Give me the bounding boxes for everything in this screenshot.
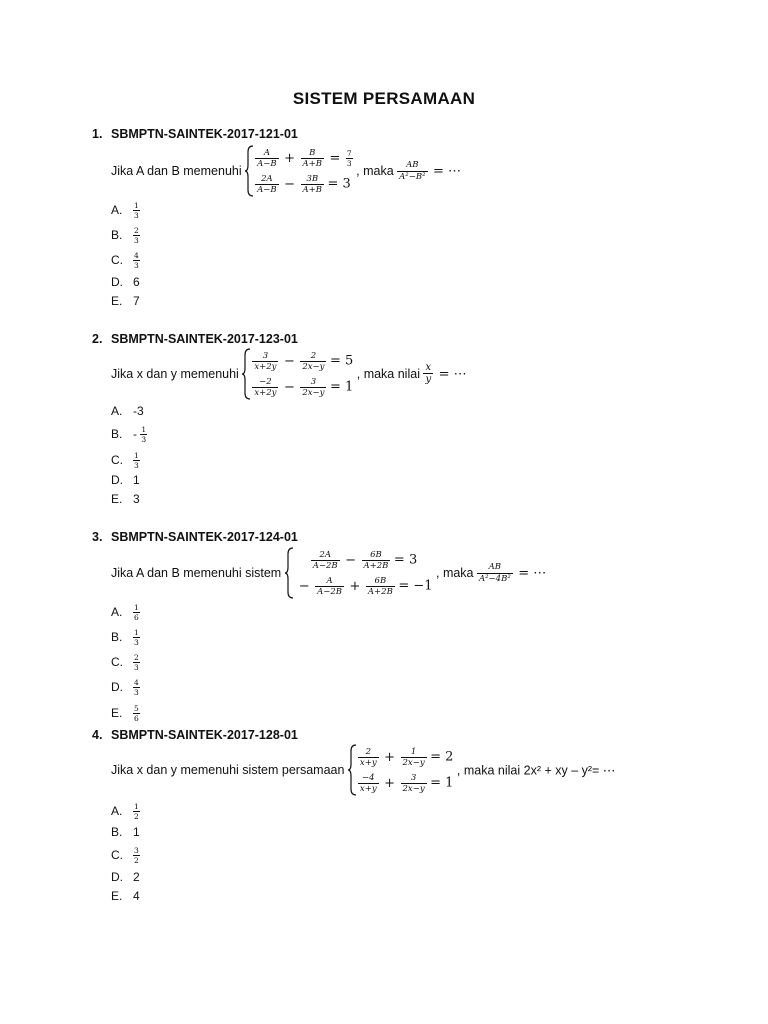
equation-1: $\frac{2}{x+y}$ + $\frac{1}{2x-y}$ = 2	[359, 746, 454, 769]
equation-1: $\frac{3}{x+2y}$ − $\frac{2}{2x-y}$ = 5	[254, 350, 354, 373]
question-tail: , maka nilai 2x² + xy – y²= ⋯	[456, 763, 616, 778]
question-number: 4.	[92, 728, 103, 742]
question-code: SBMPTN-SAINTEK-2017-121-01	[111, 127, 298, 141]
fraction: $\frac{-4}{x+y}$	[359, 772, 377, 795]
option-b[interactable]: B. 1	[111, 825, 140, 839]
question-tail: , maka	[436, 566, 474, 580]
fraction: $\frac{7}{3}$	[346, 148, 352, 169]
option-a[interactable]: A. $\frac{1}{2}$	[111, 801, 139, 822]
fraction: $\frac{3B}{A+B}$	[302, 173, 323, 196]
question-intro: Jika x dan y memenuhi sistem persamaan	[111, 763, 345, 777]
fraction: $\frac{x}{y}$	[425, 362, 432, 385]
option-e[interactable]: E. 3	[111, 492, 140, 506]
question-code: SBMPTN-SAINTEK-2017-123-01	[111, 332, 298, 346]
option-d[interactable]: D. 2	[111, 870, 140, 884]
option-c[interactable]: C. $\frac{3}{2}$	[111, 845, 139, 866]
fraction: $\frac{3}{2x-y}$	[302, 376, 325, 399]
question-number: 1.	[92, 127, 103, 141]
option-d[interactable]: D. 1	[111, 473, 140, 487]
fraction: $\frac{A}{A-2B}$	[317, 575, 343, 598]
option-e[interactable]: E. 7	[111, 294, 140, 308]
equation-system	[285, 547, 433, 599]
fraction: $\frac{-2}{x+2y}$	[254, 376, 277, 399]
equation-2: $\frac{-4}{x+y}$ + $\frac{3}{2x-y}$ = 1	[359, 772, 454, 795]
option-e[interactable]: E. 4	[111, 889, 140, 903]
option-b[interactable]: B. $\frac{1}{3}$	[111, 627, 139, 648]
fraction: $\frac{A}{A-B}$	[257, 147, 277, 170]
question-code: SBMPTN-SAINTEK-2017-128-01	[111, 728, 298, 742]
question-number: 2.	[92, 332, 103, 346]
equation-2: $\frac{2A}{A-B}$ − $\frac{3B}{A+B}$ = 3	[257, 173, 351, 196]
fraction: $\frac{1}{2x-y}$	[402, 746, 425, 769]
equation-2: $\frac{-2}{x+2y}$ − $\frac{3}{2x-y}$ = 1	[254, 376, 354, 399]
equation-system	[245, 145, 353, 197]
fraction: $\frac{B}{A+B}$	[302, 147, 323, 170]
fraction: $\frac{AB}{\text{A²−4B²}}$	[479, 562, 511, 584]
equation-1: $\frac{2A}{A-2B}$ − $\frac{6B}{A+2B}$ = 3	[312, 549, 418, 572]
option-c[interactable]: C. $\frac{2}{3}$	[111, 652, 139, 673]
fraction: $\frac{2}{2x-y}$	[302, 350, 325, 373]
question-tail: , maka	[356, 164, 394, 178]
fraction: $\frac{6B}{A+2B}$	[363, 549, 389, 572]
fraction: $\frac{AB}{\text{A²−B²}}$	[399, 160, 426, 182]
equation-system	[242, 348, 353, 400]
option-b[interactable]: B. $\frac{2}{3}$	[111, 225, 139, 246]
equation-system	[348, 744, 454, 796]
fraction: $\frac{3}{2x-y}$	[402, 772, 425, 795]
question-statement	[111, 744, 615, 796]
option-a[interactable]: A. -3	[111, 404, 144, 418]
fraction: $\frac{2}{x+y}$	[359, 746, 377, 769]
question-statement: Jika A dan B memenuhi $\frac{A}{A-B}$ + $\frac{B}{A+B}$ = $\frac{7}{3}$ $\frac{2A}{A-B}$ − $\frac{3B}{A+B}$ = 3 , maka $\frac{AB}{\text{A²−B²}}$ = ⋯	[111, 145, 463, 197]
option-c[interactable]: C. $\frac{4}{3}$	[111, 250, 139, 271]
question-intro: Jika A dan B memenuhi sistem	[111, 566, 282, 580]
question-code: SBMPTN-SAINTEK-2017-124-01	[111, 530, 298, 544]
option-d[interactable]: D. $\frac{4}{3}$	[111, 677, 139, 698]
question-statement: Jika A dan B memenuhi sistem $\frac{2A}{A-2B}$ − $\frac{6B}{A+2B}$ = 3 − $\frac{A}{A-2B}$ + $\frac{6B}{A+2B}$ = −1 , maka $\frac{AB}{\text{A²−4B²}}$ = ⋯	[111, 547, 548, 599]
question-statement: Jika x dan y memenuhi $\frac{3}{x+2y}$ − $\frac{2}{2x-y}$ = 5 $\frac{-2}{x+2y}$ − $\frac{3}{2x-y}$ = 1 , maka nilai $\frac{x}{y}$ = ⋯	[111, 348, 469, 400]
option-a[interactable]: A. $\frac{1}{3}$	[111, 200, 139, 221]
left-brace-icon	[245, 145, 254, 197]
option-c[interactable]: C. $\frac{1}{3}$	[111, 450, 139, 471]
left-brace-icon	[242, 348, 251, 400]
left-brace-icon	[348, 744, 357, 796]
page-title: SISTEM PERSAMAAN	[292, 89, 476, 108]
question-intro: Jika A dan B memenuhi	[111, 164, 242, 178]
equation-1: $\frac{A}{A-B}$ + $\frac{B}{A+B}$ = $\frac{7}{3}$	[257, 147, 352, 170]
question-number: 3.	[92, 530, 103, 544]
fraction: $\frac{2A}{A-2B}$	[312, 549, 338, 572]
question-tail: , maka nilai	[356, 367, 420, 381]
question-intro: Jika x dan y memenuhi	[111, 367, 239, 381]
option-a[interactable]: A. $\frac{1}{6}$	[111, 602, 139, 623]
option-d[interactable]: D. 6	[111, 275, 140, 289]
fraction: $\frac{6B}{A+2B}$	[367, 575, 393, 598]
fraction: $\frac{3}{x+2y}$	[254, 350, 277, 373]
left-brace-icon	[285, 547, 294, 599]
fraction: $\frac{2A}{A-B}$	[257, 173, 277, 196]
equation-2: − $\frac{A}{A-2B}$ + $\frac{6B}{A+2B}$ = −1	[298, 575, 433, 598]
option-e[interactable]: E. $\frac{5}{6}$	[111, 703, 139, 724]
option-b[interactable]: B. - $\frac{1}{3}$	[111, 424, 147, 445]
